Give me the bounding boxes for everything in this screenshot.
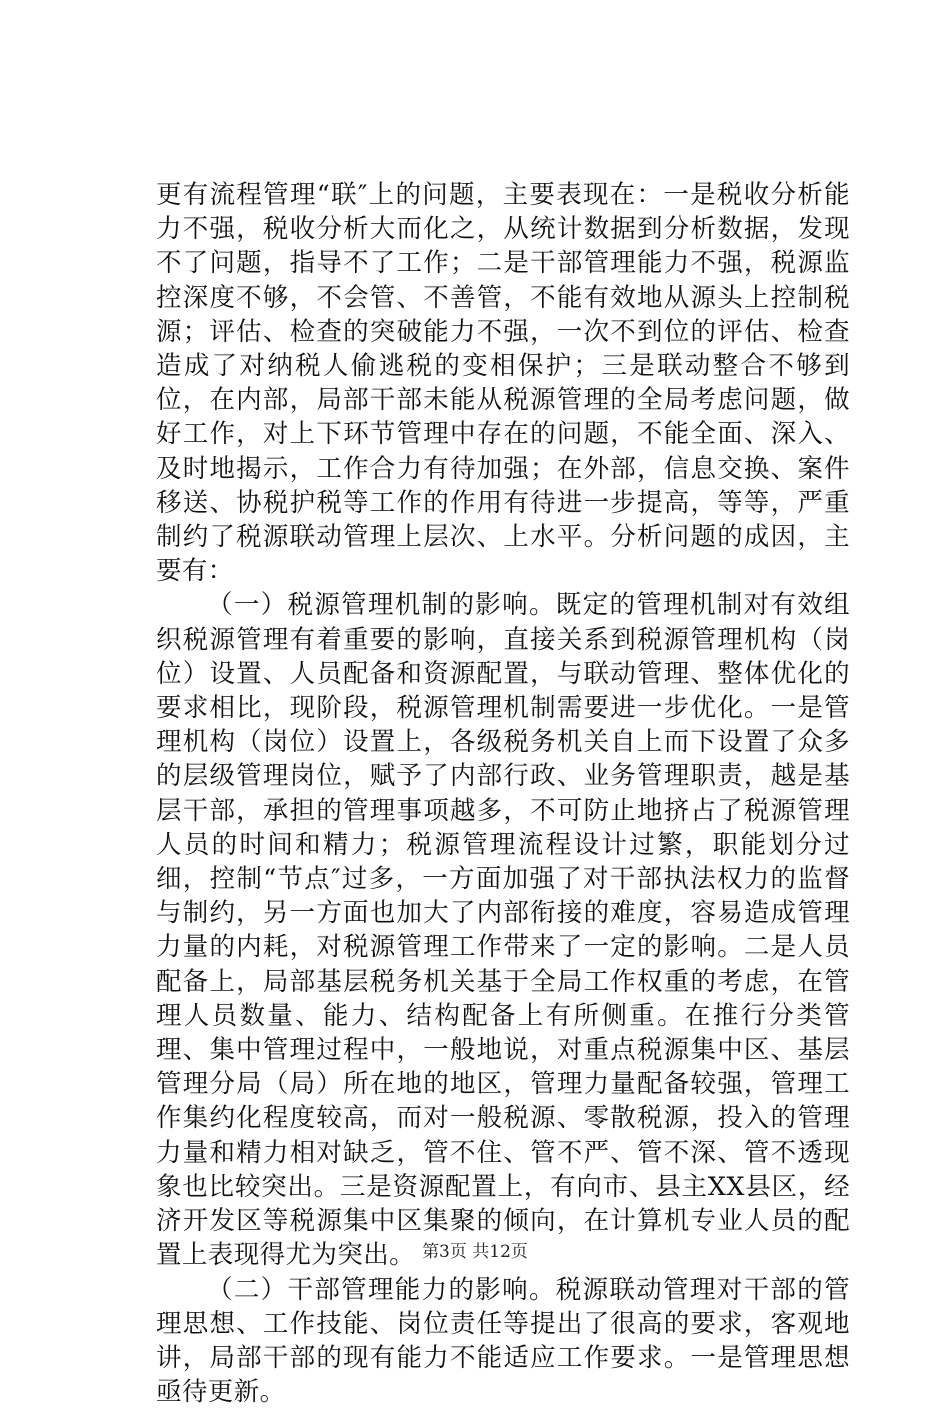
paragraph-section-one: （一）税源管理机制的影响。既定的管理机制对有效组织税源管理有着重要的影响，直接关系到税源管理机构（岗位）设置、人员配备和资源配置，与联动管理、整体优化的要求相比，现阶段，税源管理机制需要进一步优化。一是管理机构（岗位）设置上，各级税务机关自上而下设置了众多的层级管理岗位，赋予了内部行政、业务管理职责，越是基层干部，承担的管理事项越多，不可防止地挤占了税源管理人员的时间和精力；税源管理流程设计过繁，职能划分过细，控制“节点″过多，一方面加强了对干部执法权力的监督与制约，另一方面也加大了内部衔接的难度，容易造成管理力量的内耗，对税源管理工作带来了一定的影响。二是人员配备上，局部基层税务机关基于全局工作权重的考虑，在管理人员数量、能力、结构配备上有所侧重。在推行分类管理、集中管理过程中，一般地说，对重点税源集中区、基层管理分局（局）所在地的地区，管理力量配备较强，管理工作集约化程度较高，而对一般税源、零散税源，投入的管理力量和精力相对缺乏，管不住、管不严、管不深、管不透现象也比较突出。三是资源配置上，有向市、县主XX县区，经济开发区等税源集中区集聚的倾向，在计算机专业人员的配置上表现得尤为突出。 [156, 588, 850, 1272]
paragraph-continuation: 更有流程管理“联″上的问题，主要表现在：一是税收分析能力不强，税收分析大而化之，从统计数据到分析数据，发现不了问题，指导不了工作；二是干部管理能力不强，税源监控深度不够，不会管、不善管，不能有效地从源头上控制税源；评估、检查的突破能力不强，一次不到位的评估、检查造成了对纳税人偷逃税的变相保护；三是联动整合不够到位，在内部，局部干部未能从税源管理的全局考虑问题，做好工作，对上下环节管理中存在的问题，不能全面、深入、及时地揭示，工作合力有待加强；在外部，信息交换、案件移送、协税护税等工作的作用有待进一步提高，等等，严重制约了税源联动管理上层次、上水平。分析问题的成因，主要有： [156, 178, 850, 588]
page-footer: 第3页 共12页 [0, 1241, 950, 1263]
paragraph-section-two: （二）干部管理能力的影响。税源联动管理对干部的管理思想、工作技能、岗位责任等提出了很高的要求，客观地讲，局部干部的现有能力不能适应工作要求。一是管理思想亟待更新。 [156, 1273, 850, 1409]
document-body [156, 178, 850, 1409]
